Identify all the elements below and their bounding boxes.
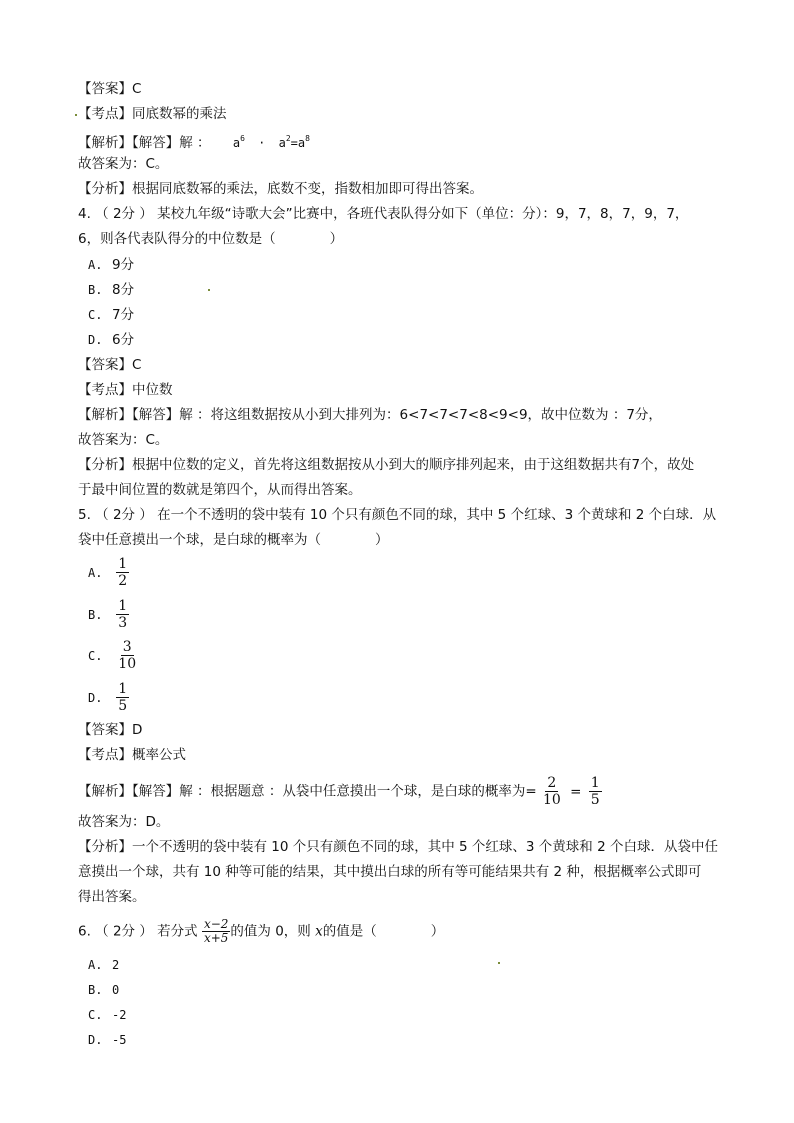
- q5-option-a: A. $\frac{1}{2}$: [88, 556, 128, 589]
- q5-answer: 【答案】D: [78, 722, 143, 738]
- q5-explain-line2: 意摸出一个球，共有 10 种等可能的结果，其中摸出白球的所有等可能结果共有 2 种，根据概率公式即可: [78, 864, 702, 880]
- q5-explain-line3: 得出答案。: [78, 889, 146, 905]
- q6-option-b: B. 0: [88, 983, 120, 997]
- q4-explain-line2: 于最中间位置的数就是第四个，从而得出答案。: [78, 482, 362, 498]
- q5-option-c: C. $\frac{3}{10}$: [88, 639, 137, 672]
- q4-so: 故答案为：C。: [78, 432, 169, 448]
- q3-expression: $a^6 \cdot a^2=a^8$: [232, 134, 310, 150]
- fraction: $\frac{2}{10}$: [542, 775, 561, 808]
- fraction: $\frac{1}{3}$: [118, 598, 128, 631]
- q4-option-a: A. 9分: [88, 257, 135, 273]
- fraction: $\frac{1}{5}$: [118, 681, 128, 714]
- q6-option-d: D. -5: [88, 1033, 127, 1047]
- fraction: $\frac{3}{10}$: [118, 639, 137, 672]
- q5-stem-line2: 袋中任意摸出一个球，是白球的概率为（ ）: [78, 532, 389, 548]
- q4-option-d: D. 6分: [88, 332, 135, 348]
- q4-option-c: C. 7分: [88, 307, 135, 323]
- q3-explain: 【分析】根据同底数幂的乘法，底数不变，指数相加即可得出答案。: [78, 181, 483, 197]
- q3-point: 【考点】同底数幂的乘法: [78, 106, 227, 122]
- q4-stem-line2: 6，则各代表队得分的中位数是（ ）: [78, 231, 344, 247]
- fraction: $\frac{1}{2}$: [118, 556, 128, 589]
- stray-dot: [208, 289, 210, 291]
- q5-so: 故答案为：D。: [78, 814, 170, 830]
- q4-analysis: 【解析】【解答】解 ：将这组数据按从小到大排列为：6<7<7<7<8<9<9，故中位数为 ：7分，: [78, 407, 662, 423]
- q5-analysis: 【解析】【解答】解 ：根据题意 ：从袋中任意摸出一个球，是白球的概率为= $\frac{2}{10}$ = $\frac{1}{5}$: [78, 775, 600, 808]
- q4-explain-line1: 【分析】根据中位数的定义，首先将这组数据按从小到大的顺序排列起来，由于这组数据共有7个，故处: [78, 457, 695, 473]
- q5-stem-line1: 5. （ 2分 ） 在一个不透明的袋中装有 10 个只有颜色不同的球，其中 5 个红球、3 个黄球和 2 个白球．从: [78, 507, 717, 523]
- q6-option-a: A. 2: [88, 958, 120, 972]
- q4-answer: 【答案】C: [78, 357, 142, 373]
- q3-analysis-prefix: 【解析】【解答】解 ：: [78, 135, 211, 151]
- q5-option-d: D. $\frac{1}{5}$: [88, 681, 128, 714]
- q4-stem-line1: 4. （ 2分 ） 某校九年级“诗歌大会”比赛中，各班代表队得分如下（单位：分）：9，7，8，7，9，7，: [78, 206, 689, 222]
- q5-explain-line1: 【分析】一个不透明的袋中装有 10 个只有颜色不同的球，其中 5 个红球、3 个黄球和 2 个白球．从袋中任: [78, 839, 718, 855]
- fraction: $\frac{x-2}{x+5}$: [203, 917, 229, 945]
- q4-point: 【考点】中位数: [78, 382, 173, 398]
- q6-stem: 6. （ 2分 ） 若分式 $\frac{x-2}{x+5}$ 的值为 0，则 x的值是（ ）: [78, 917, 445, 945]
- q4-option-b: B. 8分: [88, 282, 135, 298]
- q6-option-c: C. -2: [88, 1008, 127, 1022]
- q5-point: 【考点】概率公式: [78, 747, 186, 763]
- stray-dot: [75, 114, 77, 116]
- q3-so: 故答案为：C。: [78, 156, 169, 172]
- q3-analysis: [78, 130, 310, 152]
- q5-option-b: B. $\frac{1}{3}$: [88, 598, 128, 631]
- fraction: $\frac{1}{5}$: [590, 775, 600, 808]
- stray-dot: [498, 962, 500, 964]
- q3-answer: 【答案】C: [78, 81, 142, 97]
